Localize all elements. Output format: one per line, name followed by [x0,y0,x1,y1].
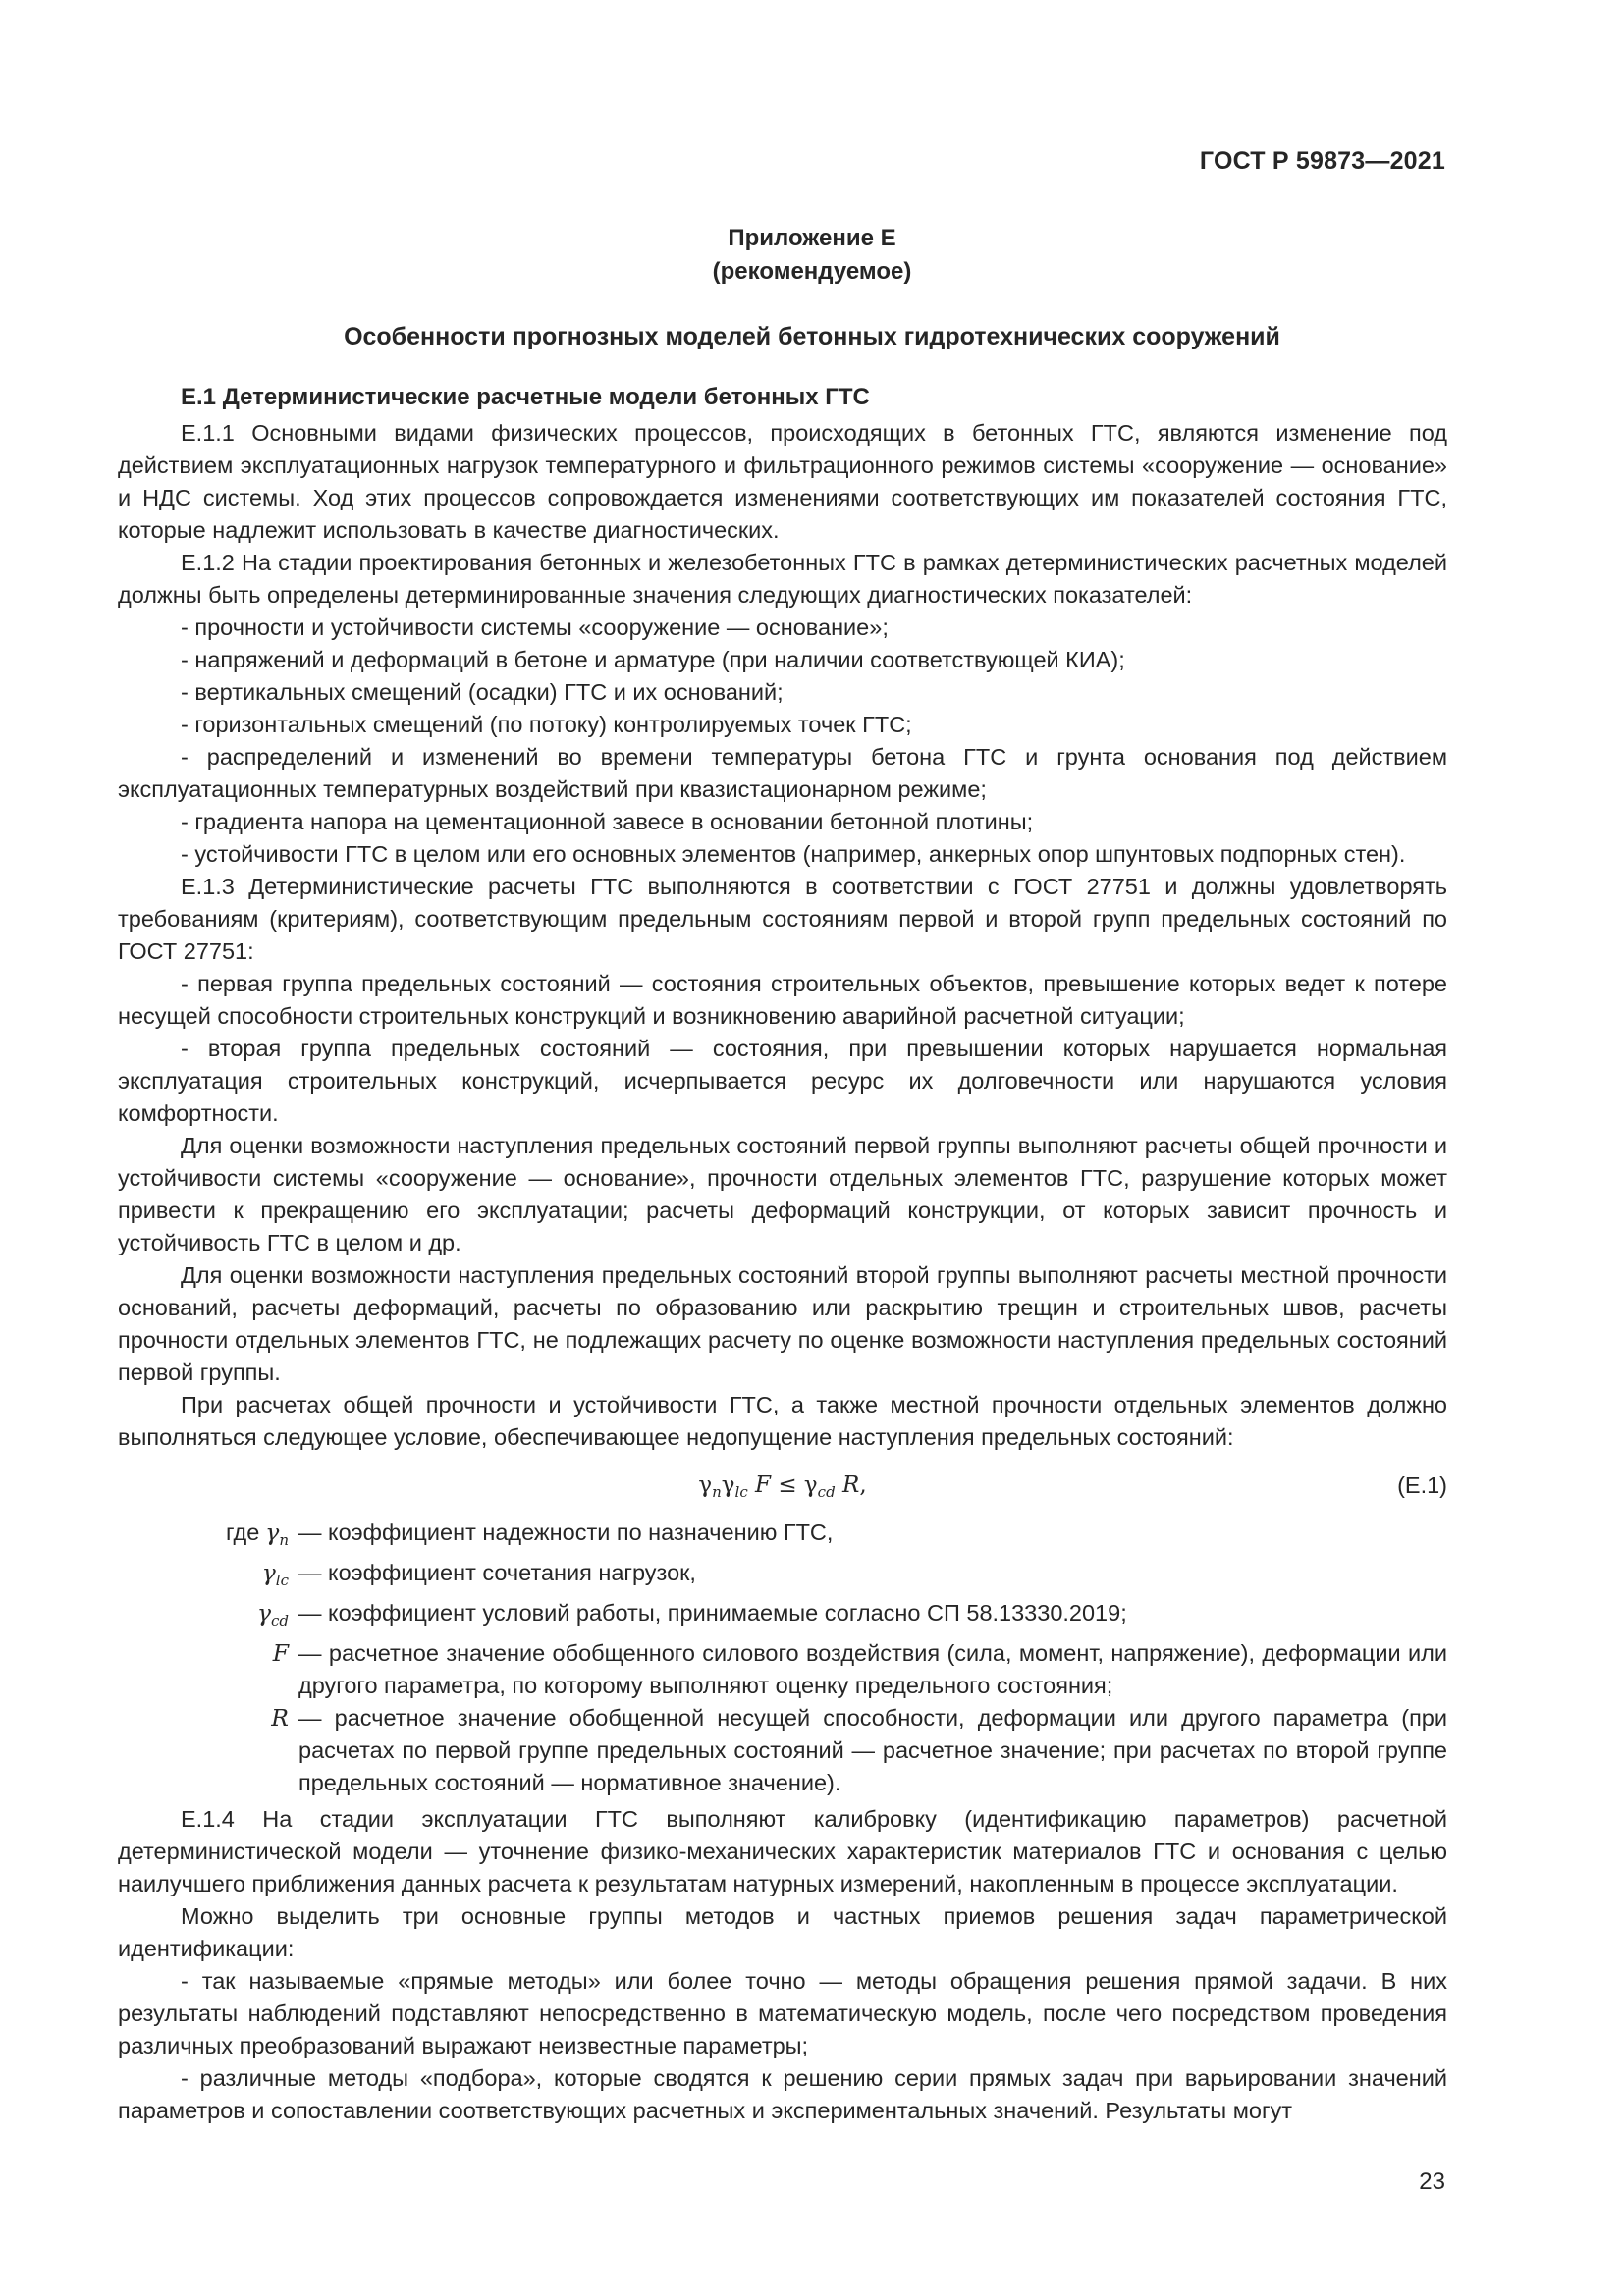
definition-symbol: $\gamma_{cd}$ [256,1599,289,1629]
paragraph: Е.1.2 На стадии проектирования бетонных и железобетонных ГТС в рамках детерминистических расчетных моделей должны быть определены детерминированные значения следующих диагностических показателей: [118,550,1447,608]
definition-row [118,1597,1447,1637]
list-item: - распределений и изменений во времени температуры бетона ГТС и грунта основания под действием эксплуатационных температурных воздействий при квазистационарном режиме; [118,744,1447,802]
paragraph: Е.1.3 Детерминистические расчеты ГТС выполняются в соответствии с ГОСТ 27751 и должны удовлетворять требованиям (критериям), соответствующим предельным состояниям первой и второй групп предельных состояний по ГОСТ 27751: [118,874,1447,964]
definition-row [118,1637,1447,1702]
document-code: ГОСТ Р 59873—2021 [1199,147,1445,175]
appendix-main-title: Особенности прогнозных моделей бетонных гидротехнических сооружений [344,323,1280,350]
list-item: - горизонтальных смещений (по потоку) контролируемых точек ГТС; [181,712,912,737]
definition-text: — расчетное значение обобщенного силового воздействия (сила, момент, напряжение), деформации или другого параметра, по которому выполняют оценку предельного состояния; [298,1640,1447,1698]
equation-number: (Е.1) [1397,1472,1447,1498]
appendix-title: Приложение Е [728,225,896,251]
page-number: 23 [1419,2168,1445,2195]
section-heading: Е.1 Детерминистические расчетные модели бетонных ГТС [181,384,870,410]
definition-row [118,1517,1447,1557]
formula-row [118,1462,1447,1511]
list-item: - прочности и устойчивости системы «сооружение — основание»; [181,614,889,640]
definition-row [118,1702,1447,1799]
definition-symbol: R [271,1704,289,1732]
list-item: - градиента напора на цементационной завесе в основании бетонной плотины; [181,809,1034,834]
list-item: - устойчивости ГТС в целом или его основных элементов (например, анкерных опор шпунтовых подпорных стен). [181,841,1406,867]
definition-text: — коэффициент условий работы, принимаемые согласно СП 58.13330.2019; [298,1600,1127,1626]
appendix-heading [0,222,1624,289]
definition-text: — коэффициент надежности по назначению ГТС, [298,1520,834,1545]
appendix-status: (рекомендуемое) [712,258,912,285]
list-item: - вторая группа предельных состояний — состояния, при превышении которых нарушается нормальная эксплуатация строительных конструкций, исчерпывается ресурс их долговечности или нарушаются условия комфортности. [118,1036,1447,1126]
list-item: - так называемые «прямые методы» или более точно — методы обращения решения прямой задачи. В них результаты наблюдений подставляют непосредственно в математическую модель, после чего посредством проведения различных преобразований выражают неизвестные параметры; [118,1968,1447,2058]
definition-row [118,1557,1447,1597]
list-item: - первая группа предельных состояний — состояния строительных объектов, превышение которых ведет к потере несущей способности строительных конструкций и возникновению аварийной расчетной ситуации; [118,971,1447,1029]
list-item: - напряжений и деформаций в бетоне и арматуре (при наличии соответствующей КИА); [181,647,1125,672]
definition-text: — расчетное значение обобщенной несущей способности, деформации или другого параметра (при расчетах по первой группе предельных состояний — расчетное значение; при расчетах по второй группе предельных состояний — нормативное значение). [298,1705,1447,1795]
definition-symbol: F [272,1639,289,1667]
paragraph: Для оценки возможности наступления предельных состояний первой группы выполняют расчеты общей прочности и устойчивости системы «сооружение — основание», прочности отдельных элементов ГТС, разрушение которых может привести к прекращению его эксплуатации; расчеты деформаций конструкции, от которых зависит прочность и устойчивость ГТС в целом и др. [118,1133,1447,1255]
where-label: где [225,1520,260,1545]
definition-symbol: $\gamma_n$ [265,1519,289,1549]
document-body [118,381,1447,2127]
paragraph: Можно выделить три основные группы методов и частных приемов решения задач параметрической идентификации: [118,1903,1447,1961]
symbol-definitions [118,1517,1447,1799]
paragraph: Е.1.1 Основными видами физических процессов, происходящих в бетонных ГТС, являются изменение под действием эксплуатационных нагрузок температурного и фильтрационного режимов системы «сооружение — основание» и НДС системы. Ход этих процессов сопровождается изменениями соответствующих им показателей состояния ГТС, которые надлежит использовать в качестве диагностических. [118,420,1447,543]
formula-e1: $\gamma_n\gamma_{lc}$ $F \le \gamma_{cd}$ R, [698,1472,867,1501]
paragraph: Е.1.4 На стадии эксплуатации ГТС выполняют калибровку (идентификацию параметров) расчетной детерминистической модели — уточнение физико-механических характеристик материалов ГТС и основания с целью наилучшего приближения данных расчета к результатам натурных измерений, накопленным в процессе эксплуатации. [118,1806,1447,1896]
list-item: - вертикальных смещений (осадки) ГТС и их оснований; [181,679,784,705]
list-item: - различные методы «подбора», которые сводятся к решению серии прямых задач при варьировании значений параметров и сопоставлении соответствующих расчетных и экспериментальных значений. Результаты могут [118,2065,1447,2123]
paragraph: При расчетах общей прочности и устойчивости ГТС, а также местной прочности отдельных элементов должно выполняться следующее условие, обеспечивающее недопущение наступления предельных состояний: [118,1392,1447,1450]
paragraph: Для оценки возможности наступления предельных состояний второй группы выполняют расчеты местной прочности оснований, расчеты деформаций, расчеты по образованию или раскрытию трещин и строительных швов, расчеты прочности отдельных элементов ГТС, не подлежащих расчету по оценке возможности наступления предельных состояний первой группы. [118,1262,1447,1385]
definition-symbol: $\gamma_{lc}$ [261,1559,289,1589]
definition-text: — коэффициент сочетания нагрузок, [298,1560,696,1585]
